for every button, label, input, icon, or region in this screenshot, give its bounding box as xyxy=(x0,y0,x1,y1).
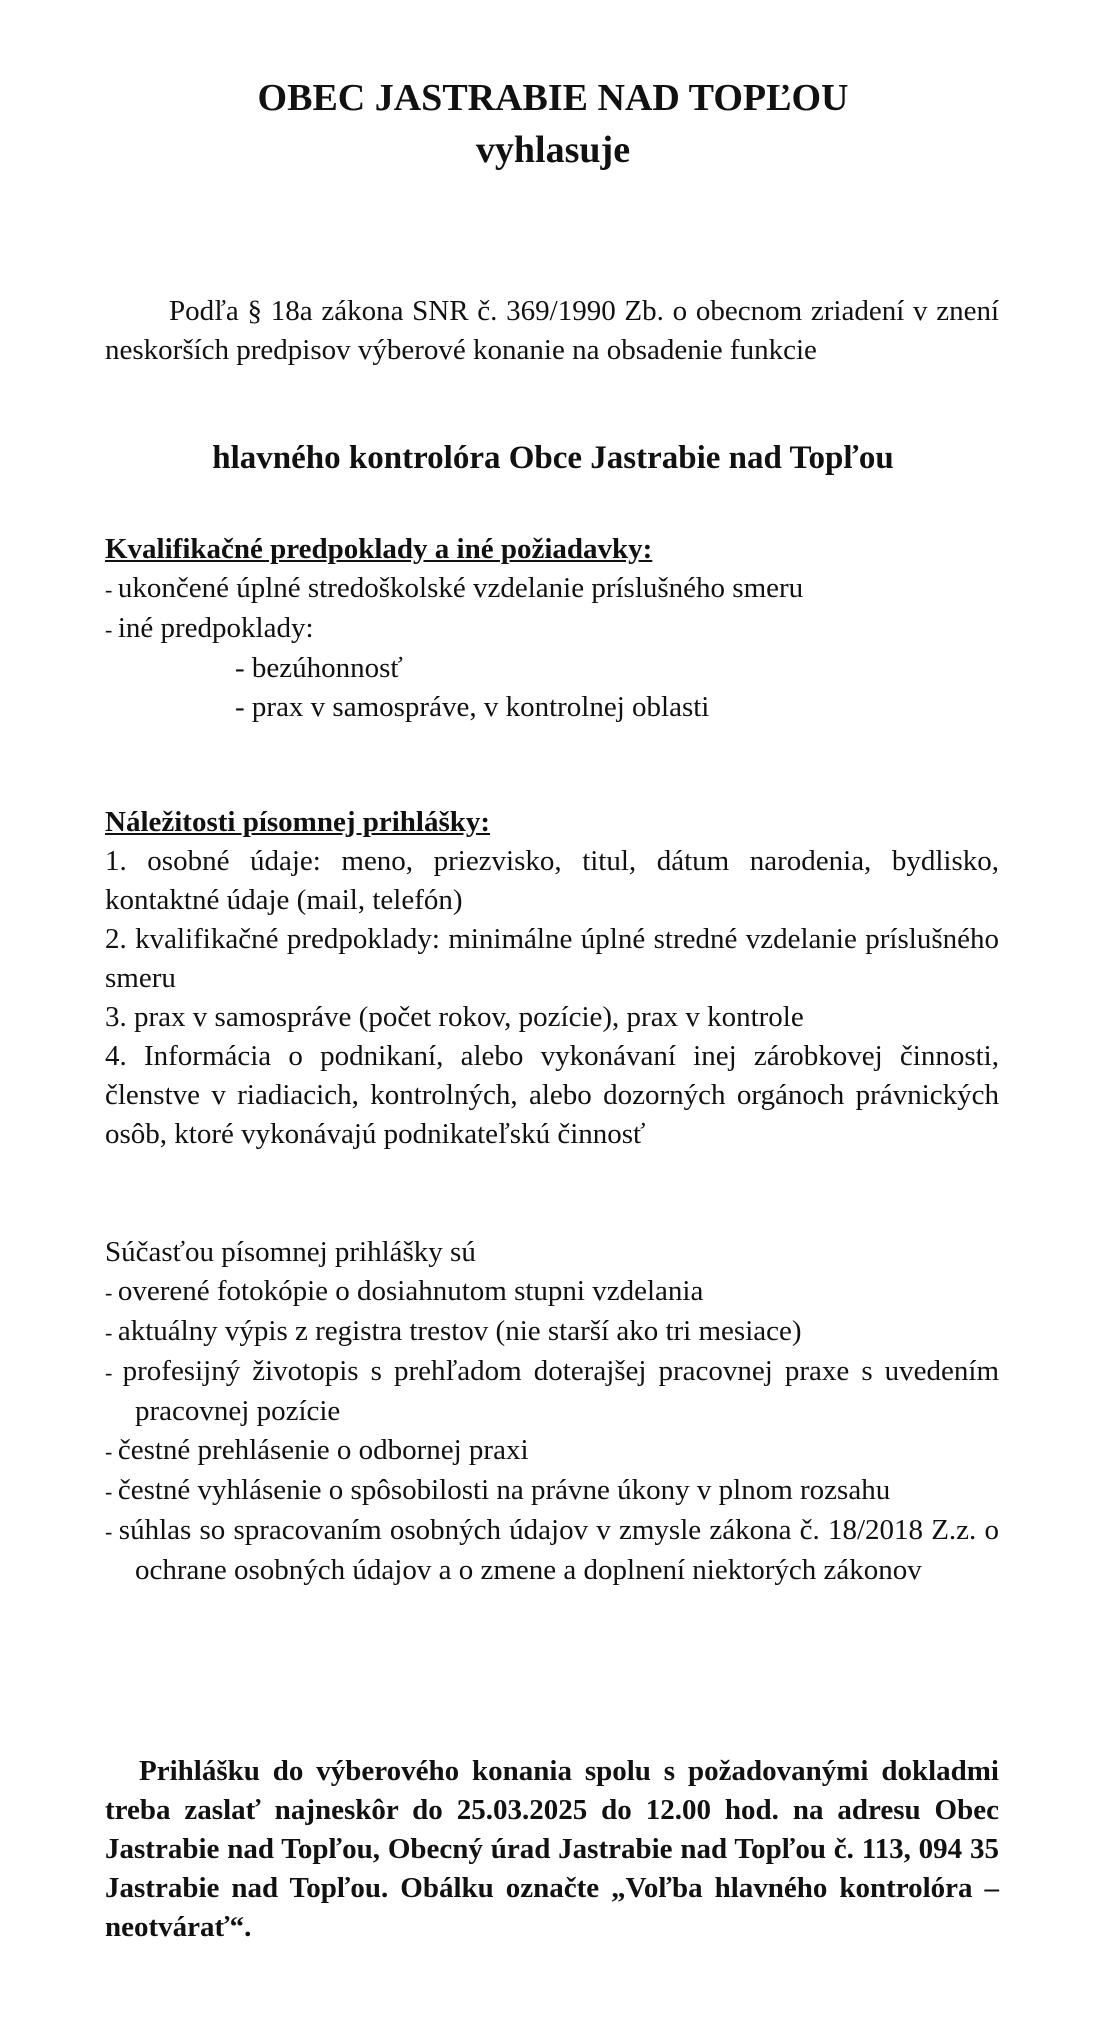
closing-paragraph: Prihlášku do výberového konania spolu s požadovanými dokladmi treba zaslať najneskôr do 25.03.2025 do 12.00 hod. na adresu Obec Jastrabie nad Topľou, Obecný úrad Jastrabie nad Topľou č. 113, 094 35 Jastrabie nad Topľou. Obálku označte „Voľba hlavného kontrolóra – neotvárať“. xyxy=(105,1755,999,1943)
qualifications-section xyxy=(105,530,999,727)
attachment-item: - overené fotokópie o dosiahnutom stupni vzdelania xyxy=(105,1275,704,1307)
attachment-item: - súhlas so spracovaním osobných údajov v zmysle zákona č. 18/2018 Z.z. o ochrane osobných údajov a o zmene a doplnení niektorých zákonov xyxy=(105,1514,999,1586)
attachments-section xyxy=(105,1233,999,1590)
attachment-item: - čestné prehlásenie o odbornej praxi xyxy=(105,1434,529,1466)
application-section xyxy=(105,803,999,1154)
qualifications-heading: Kvalifikačné predpoklady a iné požiadavky: xyxy=(105,533,653,565)
attachments-intro: Súčasťou písomnej prihlášky sú xyxy=(105,1236,476,1268)
application-item: 3. prax v samospráve (počet rokov, pozície), prax v kontrole xyxy=(105,1001,804,1033)
qualification-subitem: - prax v samospráve, v kontrolnej oblasti xyxy=(235,691,710,723)
attachment-item: - profesijný životopis s prehľadom doterajšej pracovnej praxe s uvedením pracovnej pozície xyxy=(105,1355,999,1427)
application-heading: Náležitosti písomnej prihlášky: xyxy=(105,806,491,838)
attachment-item: - čestné vyhlásenie o spôsobilosti na právne úkony v plnom rozsahu xyxy=(105,1474,891,1506)
application-item: 4. Informácia o podnikaní, alebo vykonávaní inej zárobkovej činnosti, členstve v riadiacich, kontrolných, alebo dozorných orgánoch právnických osôb, ktoré vykonávajú podnikateľskú činnosť xyxy=(105,1040,999,1150)
qualification-subitem: - bezúhonnosť xyxy=(235,652,403,684)
qualification-item: - iné predpoklady: xyxy=(105,612,314,644)
title-announces: vyhlasuje xyxy=(475,129,631,171)
qualification-item: - ukončené úplné stredoškolské vzdelanie príslušného smeru xyxy=(105,572,804,604)
function-title: hlavného kontrolóra Obce Jastrabie nad Topľou xyxy=(212,440,894,476)
application-item: 2. kvalifikačné predpoklady: minimálne úplné stredné vzdelanie príslušného smeru xyxy=(105,923,999,994)
intro-paragraph: Podľa § 18a zákona SNR č. 369/1990 Zb. o obecnom zriadení v znení neskorších predpisov výberové konanie na obsadenie funkcie xyxy=(105,295,999,366)
attachment-item: - aktuálny výpis z registra trestov (nie starší ako tri mesiace) xyxy=(105,1315,802,1347)
title-municipality: OBEC JASTRABIE NAD TOPĽOU xyxy=(257,77,849,119)
document-title xyxy=(0,72,1106,176)
application-item: 1. osobné údaje: meno, priezvisko, titul, dátum narodenia, bydlisko, kontaktné údaje (mail, telefón) xyxy=(105,845,999,916)
